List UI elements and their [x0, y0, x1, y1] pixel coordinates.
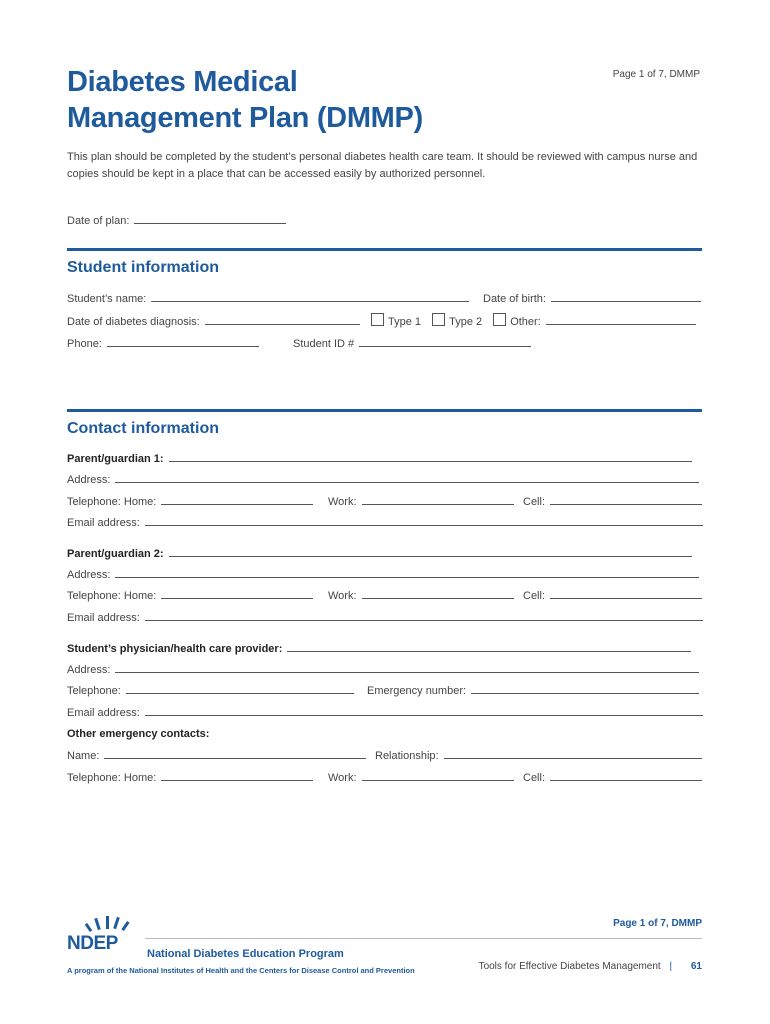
student-id-label: Student ID # [293, 338, 355, 350]
contact-section-heading: Contact information [67, 420, 219, 437]
footer-divider [145, 938, 702, 939]
guardian1-email-field[interactable] [67, 516, 703, 529]
guardian1-home-phone-line[interactable] [161, 495, 313, 505]
student-name-label: Student’s name: [67, 293, 147, 305]
ndep-logo: NDEP [67, 933, 118, 954]
dob-line[interactable] [551, 292, 701, 302]
other-contact-work-phone-field[interactable] [328, 771, 514, 784]
email-label: Email address: [67, 517, 140, 529]
guardian1-work-phone-line[interactable] [362, 495, 514, 505]
other-contact-name-line[interactable] [104, 749, 366, 759]
intro-paragraph: This plan should be completed by the student’s personal diabetes health care team. It should be reviewed with campus nurse and copies should be kept in a place that can be accessed easily by authorized personnel. [67, 151, 698, 180]
sunburst-ray [113, 917, 120, 929]
physician-line[interactable] [287, 642, 691, 652]
guardian2-cell-line[interactable] [550, 589, 702, 599]
guardian1-address-field[interactable] [67, 473, 699, 486]
physician-telephone-line[interactable] [126, 684, 354, 694]
guardian2-home-phone-line[interactable] [161, 589, 313, 599]
type1-checkbox[interactable] [371, 313, 384, 326]
date-of-plan-label: Date of plan: [67, 215, 130, 227]
dob-label: Date of birth: [483, 293, 546, 305]
student-id-field[interactable] [293, 337, 531, 350]
contact-section-rule [67, 409, 702, 412]
physician-label: Student’s physician/health care provider: [67, 643, 283, 655]
student-section-heading: Student information [67, 259, 219, 276]
sunburst-ray [121, 921, 129, 931]
footer-tools [479, 961, 702, 972]
physician-telephone-field[interactable] [67, 684, 354, 697]
guardian2-work-phone-line[interactable] [362, 589, 514, 599]
guardian1-email-line[interactable] [145, 516, 703, 526]
work-label: Work: [328, 772, 357, 784]
name-label: Name: [67, 750, 100, 762]
diagnosis-date-line[interactable] [205, 315, 360, 325]
student-name-field[interactable] [67, 292, 469, 305]
footer-page-reference: Page 1 of 7, DMMP [613, 918, 702, 929]
cell-label: Cell: [523, 496, 546, 508]
work-label: Work: [328, 590, 357, 602]
title-line-1: Diabetes Medical [67, 66, 298, 98]
other-type-label: Other: [510, 316, 541, 328]
phone-field[interactable] [67, 337, 259, 350]
address-label: Address: [67, 474, 111, 486]
telephone-home-label: Telephone: Home: [67, 772, 157, 784]
physician-address-field[interactable] [67, 663, 699, 676]
other-contact-name-field[interactable] [67, 749, 366, 762]
other-type-line[interactable] [546, 315, 696, 325]
sunburst-ray [106, 916, 109, 929]
diagnosis-date-label: Date of diabetes diagnosis: [67, 316, 200, 328]
physician-address-line[interactable] [115, 663, 699, 673]
page-number: 61 [690, 961, 702, 972]
diagnosis-date-field[interactable] [67, 315, 360, 328]
other-contact-home-phone-field[interactable] [67, 771, 313, 784]
guardian1-work-phone-field[interactable] [328, 495, 514, 508]
guardian1-cell-line[interactable] [550, 495, 702, 505]
dob-field[interactable] [483, 292, 701, 305]
footer-separator: | [669, 961, 673, 972]
guardian2-email-field[interactable] [67, 611, 703, 624]
type2-checkbox[interactable] [432, 313, 445, 326]
date-of-plan-field[interactable] [67, 214, 286, 227]
sunburst-ray [94, 918, 101, 930]
physician-email-field[interactable] [67, 706, 703, 719]
emergency-number-label: Emergency number: [367, 685, 467, 697]
guardian2-cell-field[interactable] [523, 589, 702, 602]
student-name-line[interactable] [151, 292, 469, 302]
student-id-line[interactable] [359, 337, 531, 347]
student-section-rule [67, 248, 702, 251]
phone-label: Phone: [67, 338, 102, 350]
other-contact-cell-field[interactable] [523, 771, 702, 784]
other-contacts-heading: Other emergency contacts: [67, 728, 210, 740]
physician-field[interactable] [67, 642, 691, 655]
guardian2-email-line[interactable] [145, 611, 703, 621]
guardian1-cell-field[interactable] [523, 495, 702, 508]
sunburst-ray [85, 923, 93, 932]
guardian1-label: Parent/guardian 1: [67, 453, 164, 465]
email-label: Email address: [67, 612, 140, 624]
guardian2-line[interactable] [169, 547, 692, 557]
email-label: Email address: [67, 707, 140, 719]
guardian1-address-line[interactable] [115, 473, 699, 483]
physician-email-line[interactable] [145, 706, 703, 716]
relationship-label: Relationship: [375, 750, 439, 762]
phone-line[interactable] [107, 337, 259, 347]
guardian2-label: Parent/guardian 2: [67, 548, 164, 560]
type1-label: Type 1 [388, 316, 422, 328]
guardian1-field[interactable] [67, 452, 692, 465]
other-contact-relationship-line[interactable] [444, 749, 702, 759]
telephone-label: Telephone: [67, 685, 121, 697]
address-label: Address: [67, 569, 111, 581]
other-type-checkbox[interactable] [493, 313, 506, 326]
diabetes-type-options [363, 313, 696, 328]
title-line-2: Management Plan (DMMP) [67, 102, 423, 134]
work-label: Work: [328, 496, 357, 508]
telephone-home-label: Telephone: Home: [67, 496, 157, 508]
physician-emergency-number-line[interactable] [471, 684, 699, 694]
program-name: National Diabetes Education Program [147, 948, 344, 960]
guardian2-work-phone-field[interactable] [328, 589, 514, 602]
other-contact-relationship-field[interactable] [375, 749, 702, 762]
cell-label: Cell: [523, 772, 546, 784]
other-contact-cell-line[interactable] [550, 771, 702, 781]
guardian2-address-line[interactable] [115, 568, 699, 578]
guardian2-home-phone-field[interactable] [67, 589, 313, 602]
guardian1-home-phone-field[interactable] [67, 495, 313, 508]
type2-label: Type 2 [449, 316, 483, 328]
telephone-home-label: Telephone: Home: [67, 590, 157, 602]
tools-title: Tools for Effective Diabetes Management [478, 961, 661, 972]
page-title [67, 64, 423, 136]
other-contact-home-phone-line[interactable] [161, 771, 313, 781]
date-of-plan-line[interactable] [134, 214, 286, 224]
other-contact-work-phone-line[interactable] [362, 771, 514, 781]
guardian1-line[interactable] [169, 452, 692, 462]
page-reference: Page 1 of 7, DMMP [612, 69, 700, 80]
address-label: Address: [67, 664, 111, 676]
program-tagline: A program of the National Institutes of Health and the Centers for Disease Control and Prevention [67, 966, 415, 975]
physician-emergency-number-field[interactable] [367, 684, 699, 697]
guardian2-field[interactable] [67, 547, 692, 560]
guardian2-address-field[interactable] [67, 568, 699, 581]
cell-label: Cell: [523, 590, 546, 602]
